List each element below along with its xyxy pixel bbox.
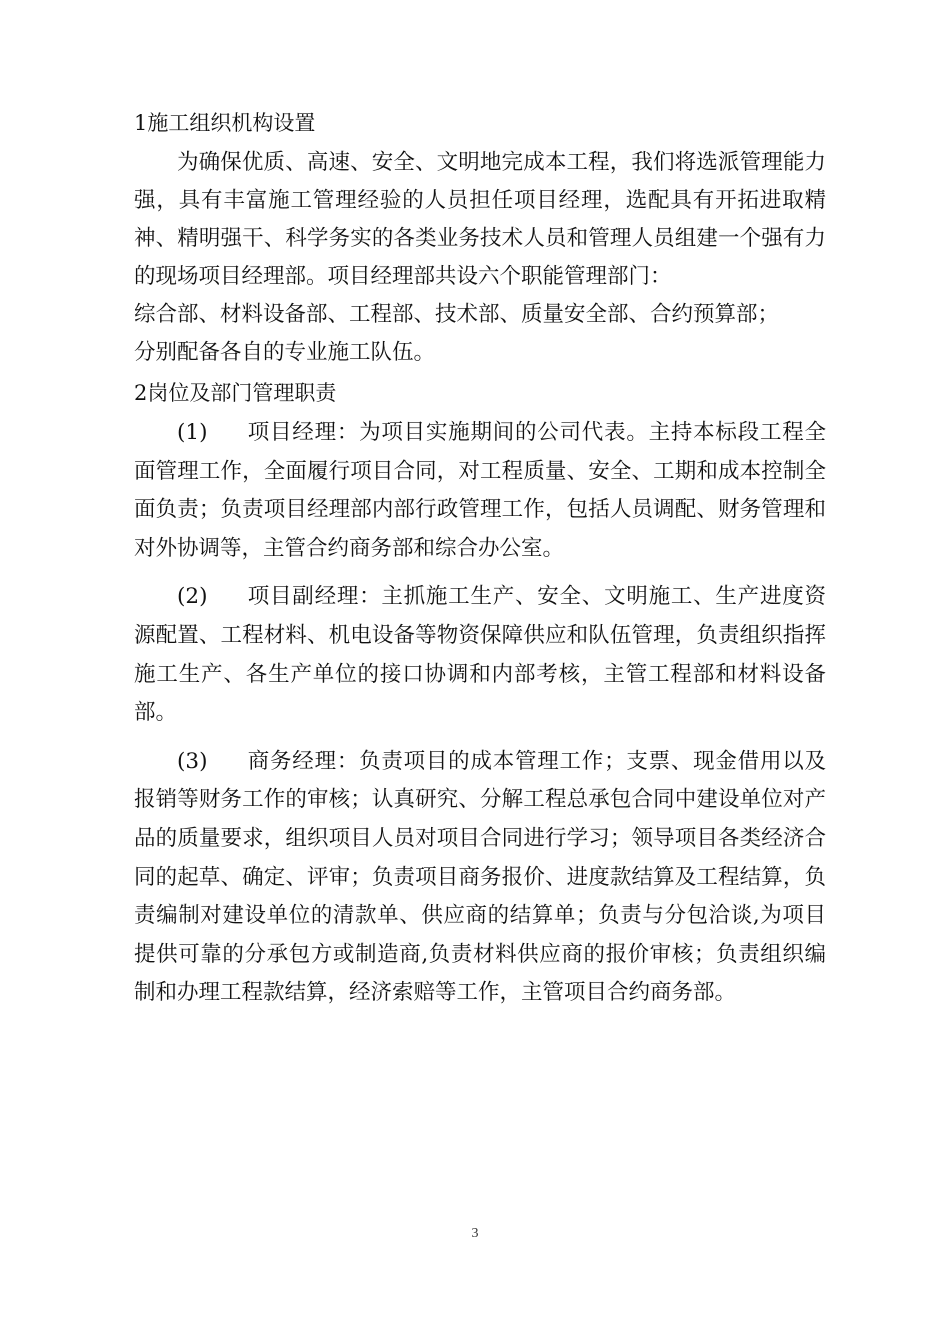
section-1-teams-line: 分别配备各自的专业施工队伍。 bbox=[134, 340, 436, 365]
duty-item-1-text: 项目经理：为项目实施期间的公司代表。主持本标段工程全面管理工作，全面履行项目合同，对工程质量、安全、工期和成本控制全面负责；负责项目经理部内部行政管理工作，包括人员调配、财务管理和对外协调等，主管合约商务部和综合办公室。 bbox=[134, 420, 826, 561]
duty-item-3-text: 商务经理：负责项目的成本管理工作；支票、现金借用以及报销等财务工作的审核；认真研究、分解工程总承包合同中建设单位对产品的质量要求，组织项目人员对项目合同进行学习；领导项目各类经济合同的起草、确定、评审；负责项目商务报价、进度款结算及工程结算，负责编制对建设单位的清款单、供应商的结算单；负责与分包洽谈,为项目提供可靠的分承包方或制造商,负责材料供应商的报价审核；负责组织编制和办理工程款结算，经济索赔等工作，主管项目合约商务部。 bbox=[134, 748, 826, 1006]
section-1-departments-line: 综合部、材料设备部、工程部、技术部、质量安全部、合约预算部； bbox=[134, 302, 780, 327]
duty-item-2-number: (2) bbox=[177, 584, 208, 610]
duty-item-3 bbox=[134, 743, 826, 1013]
duty-item-2 bbox=[134, 578, 826, 732]
section-1-heading: 1施工组织机构设置 bbox=[134, 111, 316, 135]
duty-item-1-number: (1) bbox=[177, 420, 208, 445]
section-2-heading: 2岗位及部门管理职责 bbox=[134, 381, 337, 405]
duty-item-3-number: (3) bbox=[177, 748, 208, 774]
page-number: 3 bbox=[471, 1226, 479, 1241]
duty-item-1 bbox=[134, 414, 826, 568]
duty-item-2-text: 项目副经理：主抓施工生产、安全、文明施工、生产进度资源配置、工程材料、机电设备等物资保障供应和队伍管理，负责组织指挥施工生产、各生产单位的接口协调和内部考核，主管工程部和材料设备部。 bbox=[134, 584, 826, 726]
section-1-paragraph: 为确保优质、高速、安全、文明地完成本工程，我们将选派管理能力强，具有丰富施工管理经验的人员担任项目经理，选配具有开拓进取精神、精明强干、科学务实的各类业务技术人员和管理人员组建一个强有力的现场项目经理部。项目经理部共设六个职能管理部门： bbox=[134, 150, 826, 289]
page-content bbox=[134, 104, 826, 1013]
